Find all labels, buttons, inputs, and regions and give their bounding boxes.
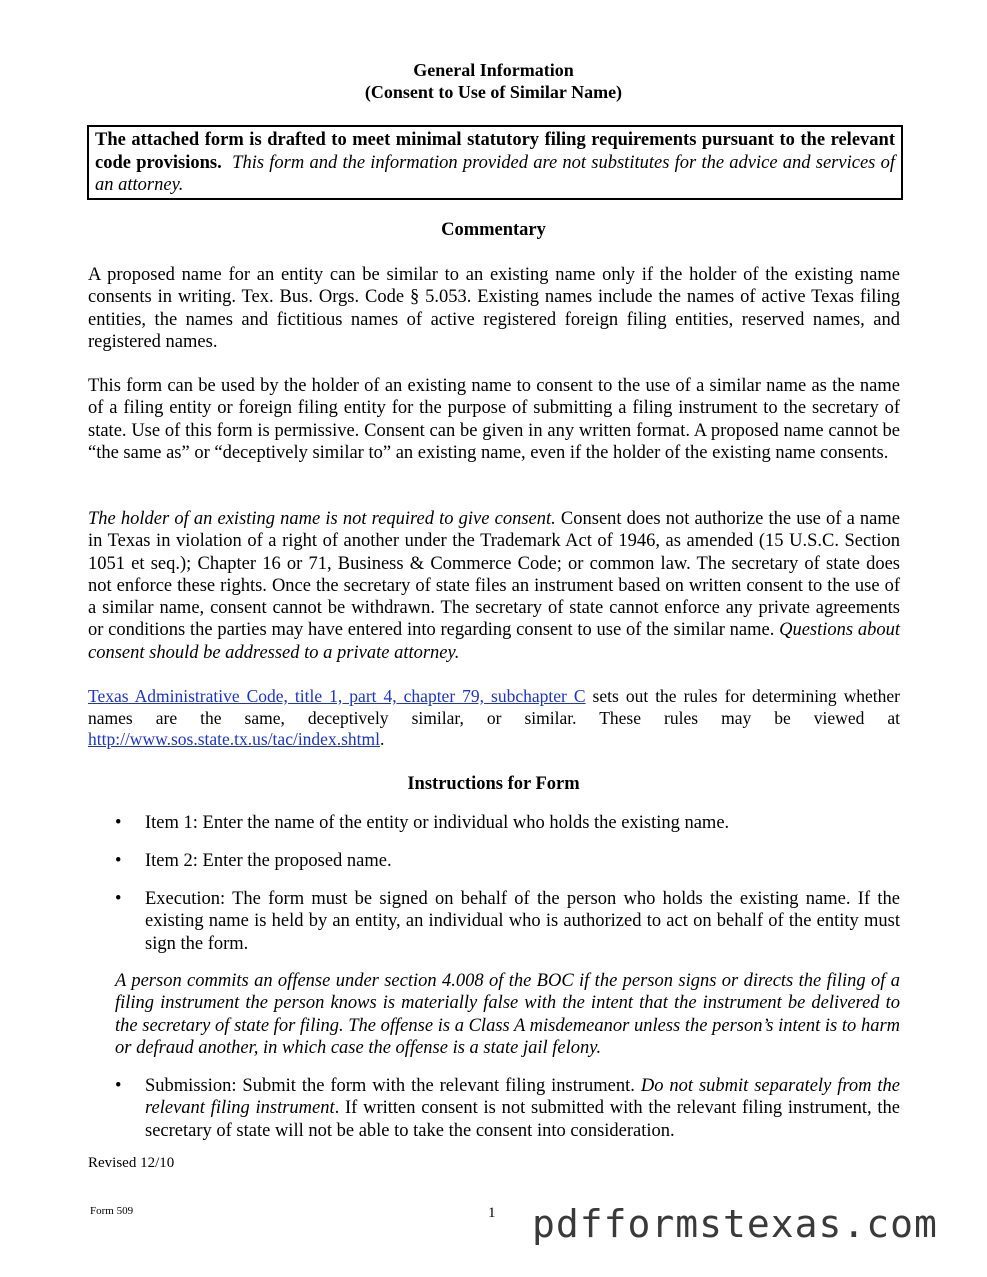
bullet-icon: • (115, 851, 122, 871)
instruction-execution (115, 888, 900, 955)
submission-start-text: Submission: Submit the form with the relevant filing instrument. (145, 1076, 641, 1096)
consent-body-text: Consent does not authorize the use of a name in Texas in violation of a right of another under the Trademark Act of 1946, as amended (15 U.S.C. Section 1051 et seq.); Chapter 16 or 71, Business & Commerce Code; or common law. The secretary of state does not enforce these rights. Once the secretary of state files an instrument based on written consent to the use of a similar name, consent cannot be withdrawn. The secretary of state cannot enforce any private agreements or conditions the parties may have entered into regarding consent to use of the similar name. (88, 509, 900, 641)
commentary-paragraph-2: This form can be used by the holder of an existing name to consent to the use of a similar name as the name of a filing entity or foreign filing entity for the purpose of submitting a filing instrument to the secretary of state. Use of this form is permissive. Consent can be given in any written format. A proposed name cannot be “the same as” or “deceptively similar to” an existing name, even if the holder of the existing name consents. (88, 376, 900, 463)
submission-end-text: . If written consent is not submitted with the relevant filing instrument, the secretary of state will not be able to take the consent into consideration. (145, 1098, 900, 1141)
questions-attorney-text: Questions about consent should be addressed to a private attorney. (88, 620, 900, 663)
offense-warning: A person commits an offense under section 4.008 of the BOC if the person signs or directs the filing of a filing instrument the person knows is materially false with the intent that the instrument be delivered to the secretary of state for filing. The offense is a Class A misdemeanor unless the person’s intent is to harm or defraud another, in which case the offense is a state jail felony. (115, 971, 900, 1058)
sos-tac-url-link[interactable]: http://www.sos.state.tx.us/tac/index.shtml (88, 729, 380, 749)
instruction-submission (115, 1075, 900, 1142)
site-watermark: pdfformstexas.com (532, 1202, 938, 1246)
instruction-item-2-text: Item 2: Enter the proposed name. (145, 851, 392, 871)
revision-date: Revised 12/10 (88, 1155, 175, 1171)
instructions-heading: Instructions for Form (407, 774, 580, 794)
disclaimer-box (87, 125, 903, 200)
period-text: . (379, 729, 385, 749)
bullet-icon: • (115, 889, 122, 909)
commentary-paragraph-3 (88, 508, 900, 664)
document-title: General Information (413, 60, 574, 80)
disclaimer-italic-text: This form and the information provided are not substitutes for the advice and services of an attorney. (95, 152, 895, 195)
commentary-heading: Commentary (441, 220, 546, 240)
instruction-execution-text: Execution: The form must be signed on behalf of the person who holds the existing name. If the existing name is held by an entity, an individual who is authorized to act on behalf of the entity must sign the form. (145, 889, 900, 954)
commentary-paragraph-1: A proposed name for an entity can be similar to an existing name only if the holder of the existing name consents in writing. Tex. Bus. Orgs. Code § 5.053. Existing names include the names of active Texas filing entities, the names and fictitious names of active registered foreign filing entities, reserved names, and registered names. (88, 265, 900, 352)
consent-not-required-text: The holder of an existing name is not required to give consent. (88, 509, 556, 529)
rules-text: sets out the rules for determining whether names are the same, deceptively similar, or similar. These rules may be viewed at (88, 686, 900, 728)
form-number: Form 509 (90, 1205, 134, 1217)
submission-italic-text: Do not submit separately from the relevant filing instrument (145, 1076, 901, 1119)
document-subtitle: (Consent to Use of Similar Name) (364, 82, 623, 102)
commentary-paragraph-4 (88, 686, 900, 751)
page-number: 1 (488, 1205, 496, 1221)
disclaimer-bold-text: The attached form is drafted to meet minimal statutory filing requirements pursuant to the relevant code provisions. (95, 130, 895, 173)
instruction-item-2 (115, 850, 900, 872)
instruction-item-1-text: Item 1: Enter the name of the entity or individual who holds the existing name. (145, 813, 730, 833)
tac-rules-link[interactable]: Texas Administrative Code, title 1, part 4, chapter 79, subchapter C (88, 686, 586, 706)
bullet-icon: • (115, 813, 122, 833)
instruction-item-1 (115, 812, 900, 834)
bullet-icon: • (115, 1076, 122, 1096)
instruction-submission-text (145, 1075, 900, 1142)
